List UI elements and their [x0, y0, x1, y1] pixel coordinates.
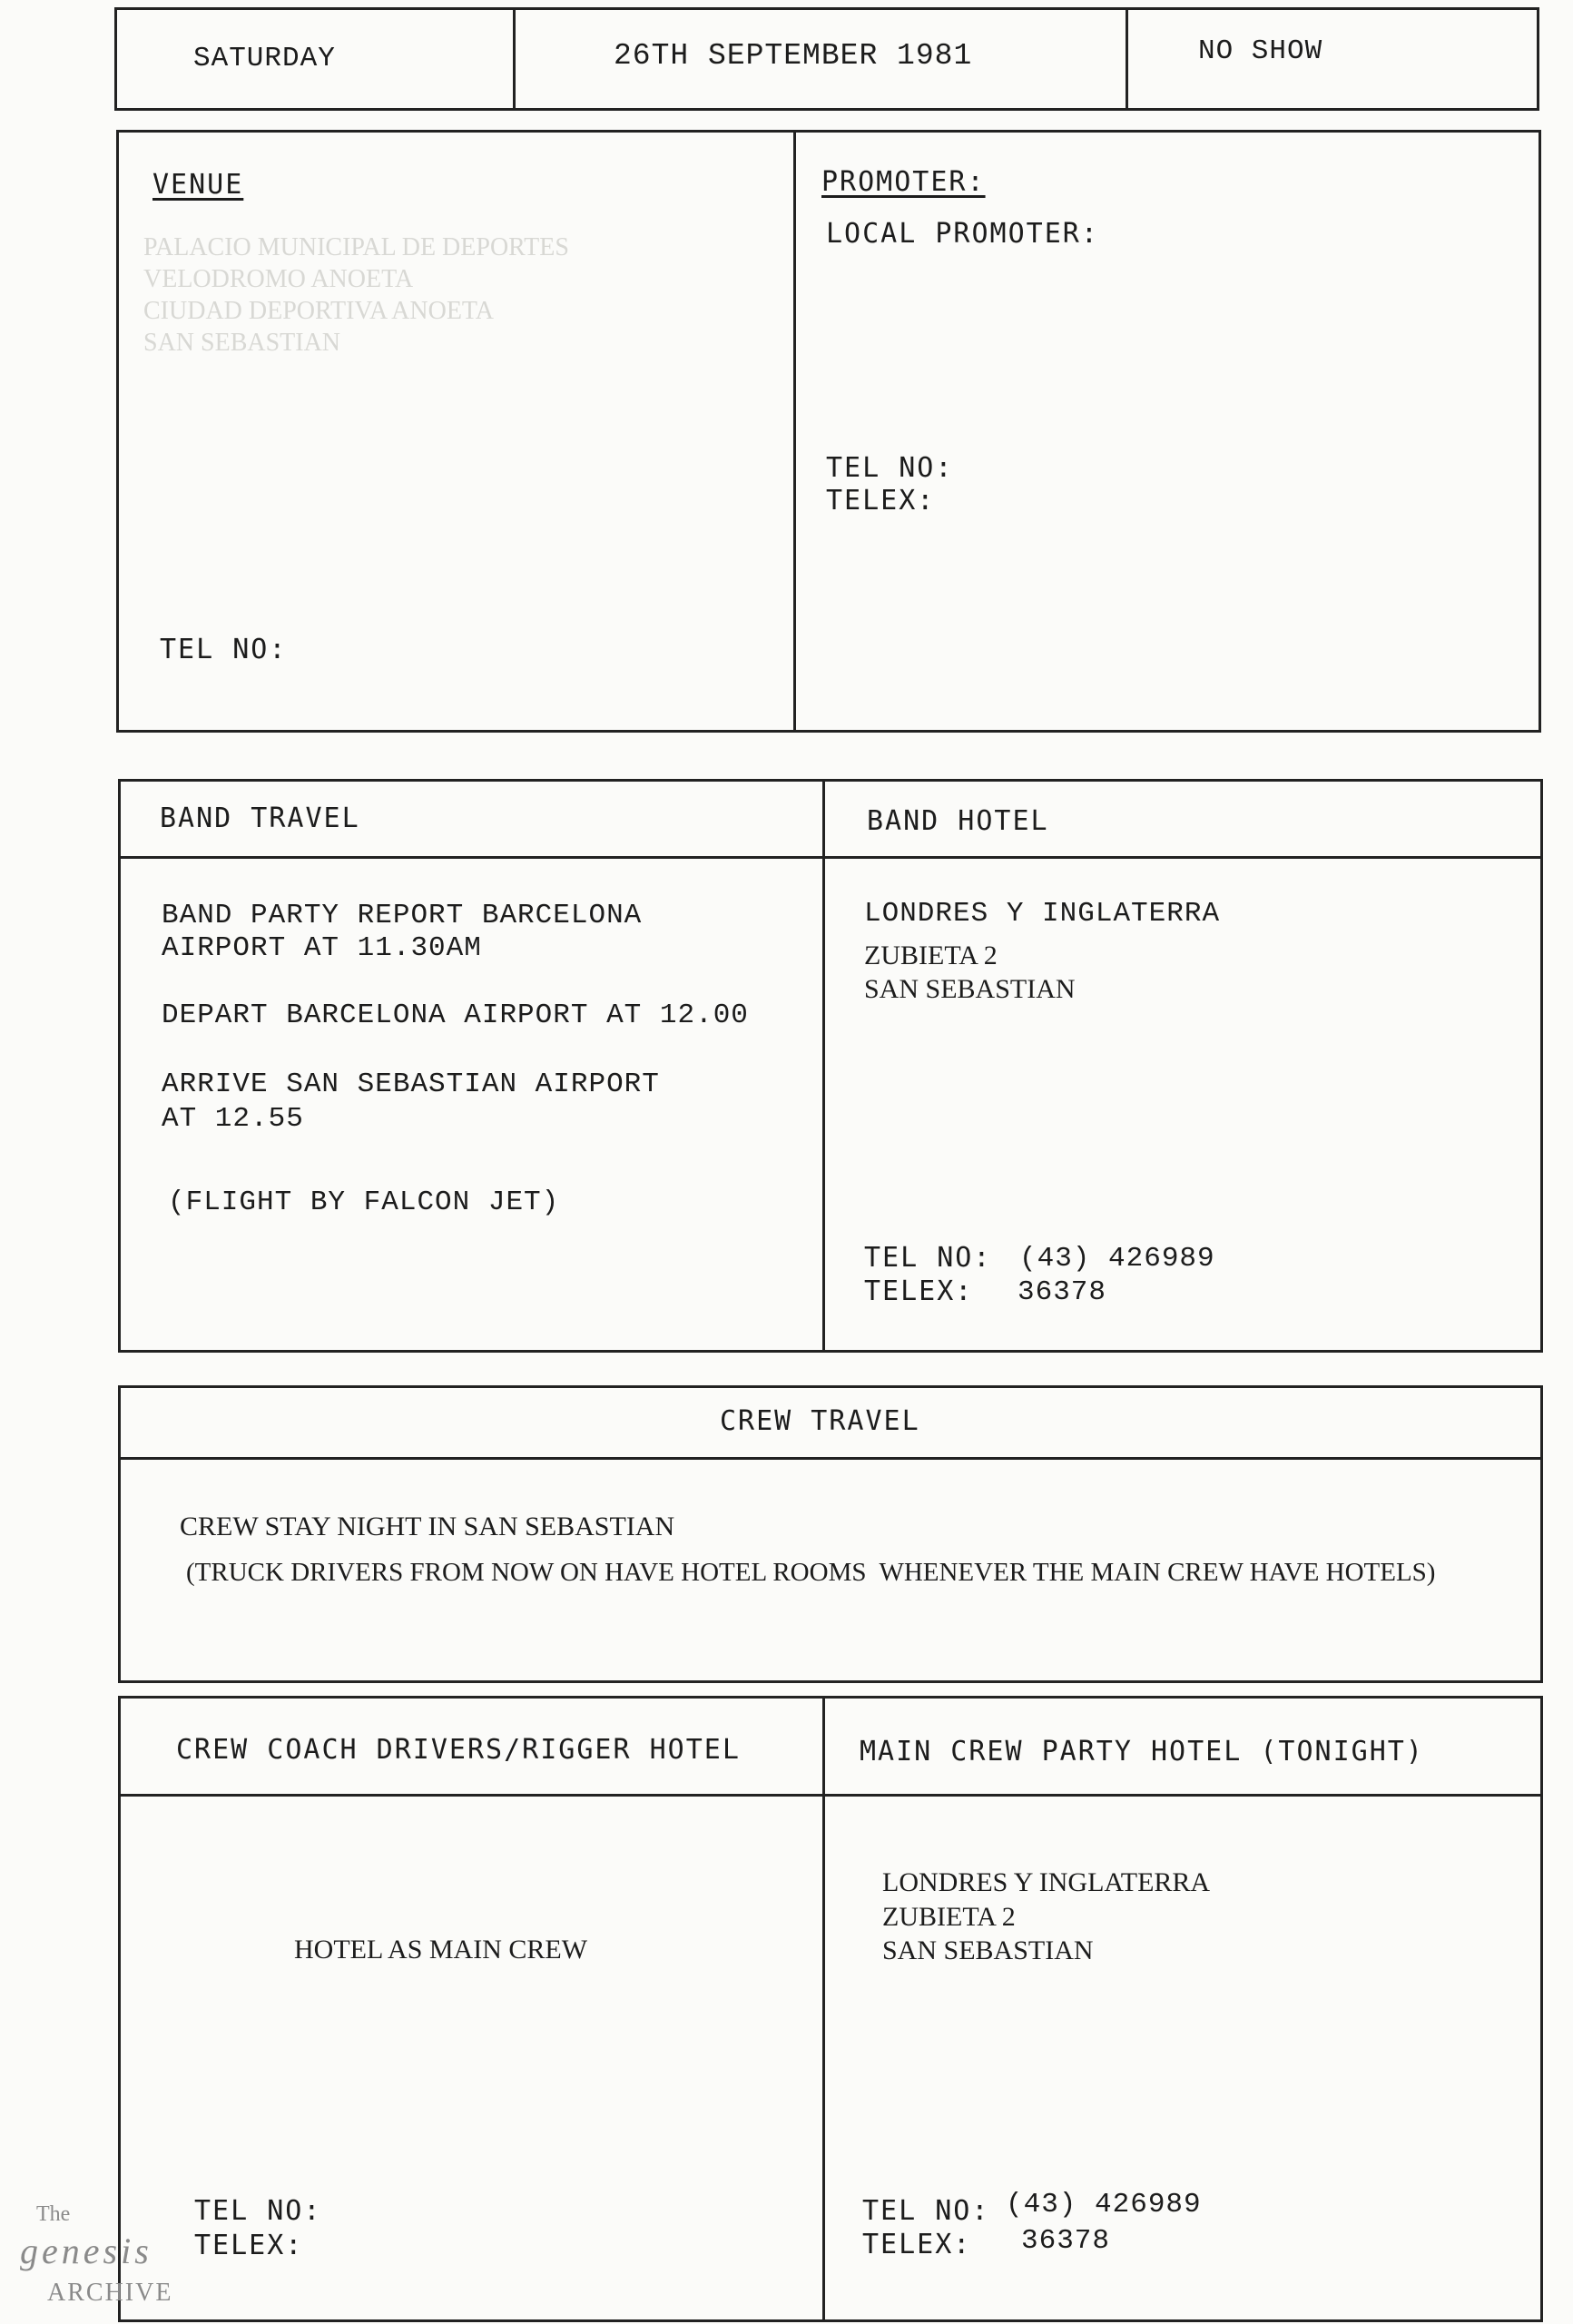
header-divider [513, 9, 516, 109]
crew-coach-heading: CREW COACH DRIVERS/RIGGER HOTEL [176, 1734, 741, 1766]
band-travel-line: BAND PARTY REPORT BARCELONA [162, 900, 643, 931]
band-hotel-heading: BAND HOTEL [867, 805, 1049, 837]
promoter-telex-label: TELEX: [826, 485, 936, 517]
band-hotel-street: ZUBIETA 2 [864, 940, 998, 970]
watermark-archive: ARCHIVE [47, 2279, 173, 2307]
main-crew-telex-value: 36378 [1021, 2225, 1111, 2257]
band-hotel-city: SAN SEBASTIAN [864, 974, 1076, 1004]
header-divider [1126, 9, 1128, 109]
band-travel-line: AT 12.55 [162, 1103, 304, 1135]
band-section [118, 779, 1543, 1353]
day-label: SATURDAY [193, 43, 336, 74]
faint-show-through: PALACIO MUNICIPAL DE DEPORTES VELODROMO ANOETA CIUDAD DEPORTIVA ANOETA SAN SEBASTIAN [143, 233, 569, 357]
venue-heading: VENUE [152, 169, 244, 201]
band-hotel-telex-value: 36378 [1018, 1276, 1107, 1308]
crew-coach-telex-label: TELEX: [194, 2230, 304, 2261]
archive-watermark-logo [18, 2195, 191, 2313]
crew-coach-tel-label: TEL NO: [194, 2195, 322, 2227]
band-hotel-name: LONDRES Y INGLATERRA [864, 898, 1221, 930]
crew-hotels-header-rule [120, 1794, 1541, 1797]
status-label: NO SHOW [1198, 35, 1323, 67]
crew-travel-heading: CREW TRAVEL [720, 1405, 920, 1437]
main-crew-heading: MAIN CREW PARTY HOTEL (TONIGHT) [860, 1736, 1424, 1768]
band-travel-heading: BAND TRAVEL [160, 803, 360, 834]
band-hotel-tel-value: (43) 426989 [1019, 1243, 1215, 1275]
main-crew-hotel-city: SAN SEBASTIAN [882, 1935, 1094, 1965]
local-promoter-label: LOCAL PROMOTER: [826, 218, 1099, 250]
watermark-mark: genesis [20, 2230, 152, 2271]
venue-promoter-divider [793, 132, 796, 731]
crew-coach-body: HOTEL AS MAIN CREW [294, 1935, 588, 1965]
promoter-heading: PROMOTER: [821, 166, 986, 198]
crew-hotels-divider [822, 1698, 825, 2320]
band-travel-line: AIRPORT AT 11.30AM [162, 932, 482, 964]
main-crew-tel-label: TEL NO: [862, 2195, 990, 2227]
band-header-rule [120, 856, 1541, 859]
crew-travel-header-rule [120, 1457, 1541, 1460]
main-crew-telex-label: TELEX: [862, 2229, 972, 2260]
crew-travel-line: CREW STAY NIGHT IN SAN SEBASTIAN [180, 1512, 675, 1541]
venue-tel-label: TEL NO: [160, 634, 288, 665]
main-crew-hotel-street: ZUBIETA 2 [882, 1902, 1016, 1932]
watermark-the: The [36, 2202, 71, 2226]
main-crew-hotel-name: LONDRES Y INGLATERRA [882, 1867, 1211, 1897]
band-travel-line: (FLIGHT BY FALCON JET) [168, 1187, 560, 1218]
band-travel-line: ARRIVE SAN SEBASTIAN AIRPORT [162, 1068, 660, 1100]
band-travel-line: DEPART BARCELONA AIRPORT AT 12.00 [162, 1000, 749, 1031]
date-label: 26TH SEPTEMBER 1981 [614, 39, 973, 73]
crew-travel-line: (TRUCK DRIVERS FROM NOW ON HAVE HOTEL ROOMS WHENEVER THE MAIN CREW HAVE HOTELS) [186, 1558, 1436, 1587]
main-crew-tel-value: (43) 426989 [1006, 2189, 1202, 2221]
band-hotel-tel-label: TEL NO: [864, 1242, 992, 1274]
crew-hotels-section [118, 1696, 1543, 2322]
promoter-tel-label: TEL NO: [826, 452, 954, 484]
band-divider [822, 781, 825, 1351]
band-hotel-telex-label: TELEX: [864, 1275, 974, 1307]
